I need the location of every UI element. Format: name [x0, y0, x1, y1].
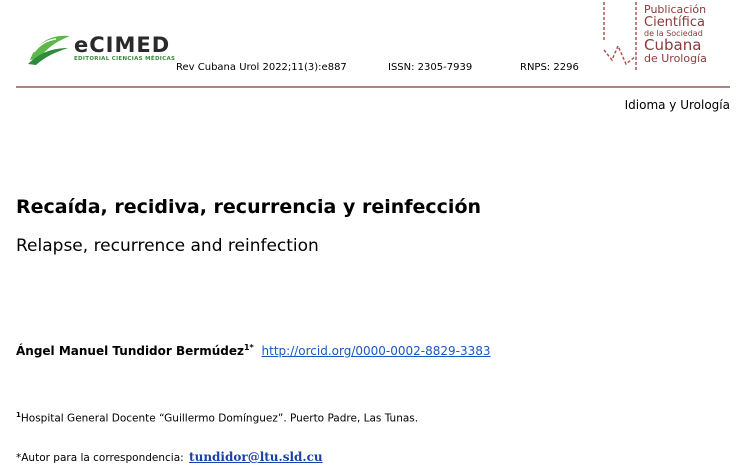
orcid-link[interactable]: http://orcid.org/0000-0002-8829-3383 [261, 344, 491, 358]
ecimed-logo [26, 30, 176, 70]
correspondence [16, 450, 323, 464]
affiliation [16, 411, 418, 425]
article-title-english: Relapse, recurrence and reinfection [16, 236, 319, 256]
leaf-icon [26, 30, 72, 66]
author-line [16, 343, 491, 358]
issn: ISSN: 2305-7939 [388, 62, 473, 73]
publisher-subtitle: EDITORIAL CIENCIAS MÉDICAS [74, 56, 176, 62]
society-line: de Urología [644, 52, 707, 65]
society-name [644, 4, 707, 64]
society-line: Científica [644, 15, 705, 30]
author-name: Ángel Manuel Tundidor Bermúdez [16, 344, 244, 358]
society-line: de la Sociedad [644, 29, 703, 38]
correspondence-label: *Autor para la correspondencia: [16, 452, 184, 464]
author-superscript: 1* [243, 343, 254, 352]
publisher-name: eCIMED [74, 33, 171, 57]
article-title-spanish: Recaída, recidiva, recurrencia y reinfección [16, 196, 482, 218]
journal-reference: Rev Cubana Urol 2022;11(3):e887 [176, 62, 347, 73]
society-line: Cubana [644, 36, 702, 54]
section-label: Idioma y Urología [624, 98, 730, 112]
society-logo [600, 0, 748, 76]
header-divider [16, 86, 730, 88]
affiliation-text: Hospital General Docente “Guillermo Domínguez”. Puerto Padre, Las Tunas. [20, 412, 419, 425]
society-emblem-icon [600, 0, 640, 76]
affiliation-superscript: 1 [16, 411, 21, 419]
society-line: Publicación [644, 3, 707, 16]
email-link[interactable]: tundidor@ltu.sld.cu [189, 450, 323, 464]
rnps: RNPS: 2296 [520, 62, 579, 73]
